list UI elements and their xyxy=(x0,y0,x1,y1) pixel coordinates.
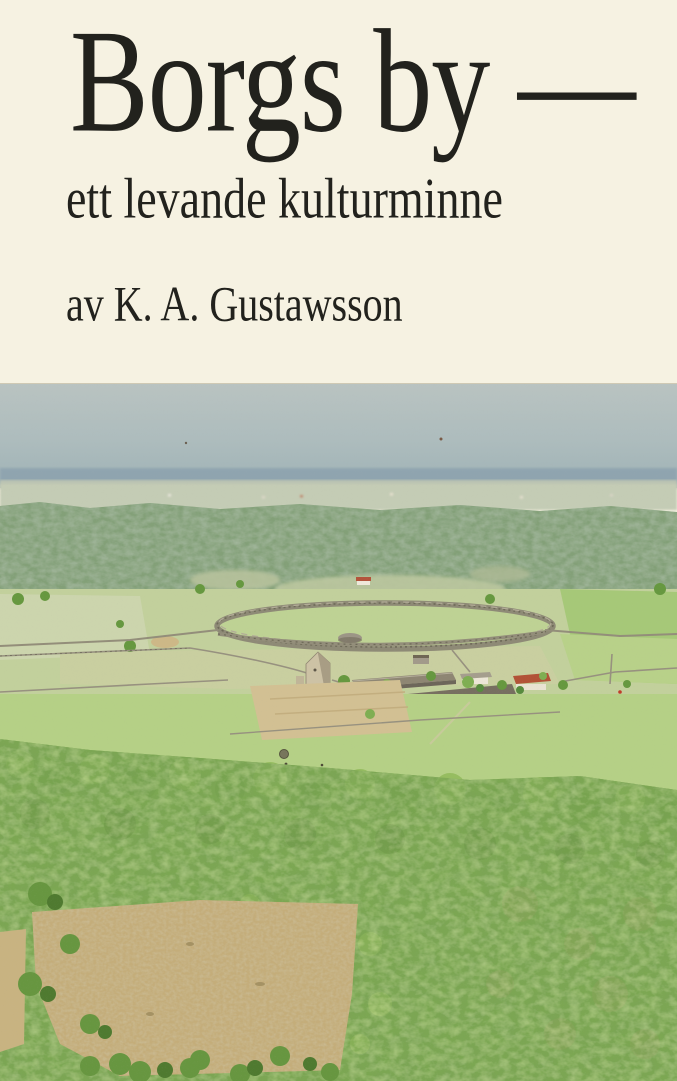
photo-print-grain xyxy=(0,384,677,1081)
cover-subtitle: ett levande kulturminne xyxy=(66,166,503,230)
aerial-photo-illustration xyxy=(0,384,677,1081)
cover-photo-aerial xyxy=(0,383,677,1081)
cover-author-byline: av K. A. Gustawsson xyxy=(66,275,403,332)
cover-title: Borgs by — xyxy=(70,0,635,163)
